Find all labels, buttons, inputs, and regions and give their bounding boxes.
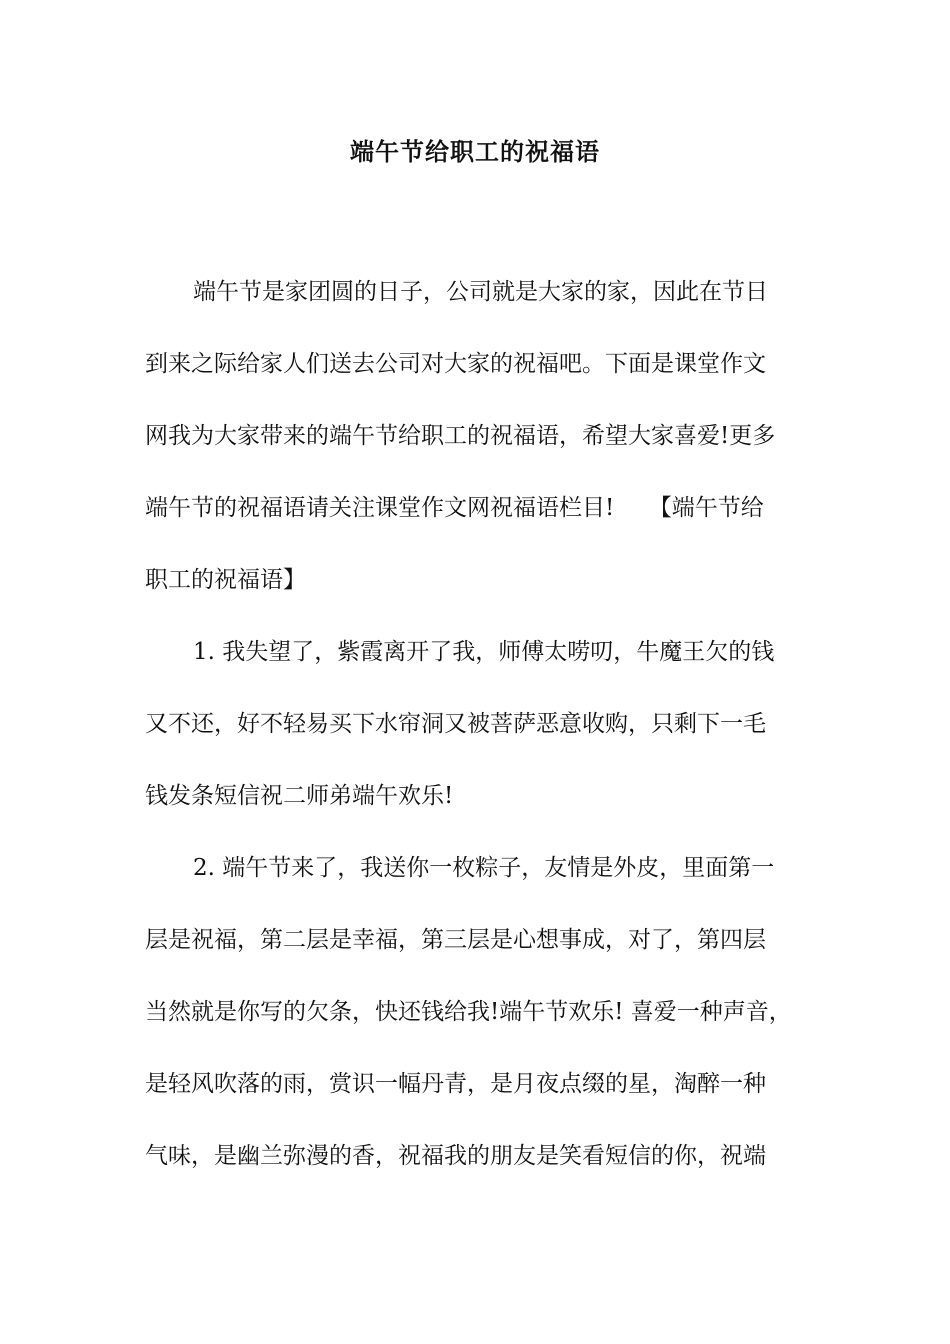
paragraph-line: 端午节的祝福语请关注课堂作文网祝福语栏目! 【端午节给 <box>145 495 764 521</box>
paragraph-line: 是轻风吹落的雨，赏识一幅丹青，是月夜点缀的星，淘醉一种 <box>145 1071 766 1097</box>
paragraph-line: 又不还，好不轻易买下水帘洞又被菩萨恶意收购，只剩下一毛 <box>145 711 766 737</box>
page-title: 端午节给职工的祝福语 <box>350 137 600 166</box>
paragraph-line: 网我为大家带来的端午节给职工的祝福语，希望大家喜爱!更多 <box>145 423 776 449</box>
paragraph-line: 钱发条短信祝二师弟端午欢乐! <box>145 783 454 809</box>
paragraph-line: 1. 我失望了，紫霞离开了我，师傅太唠叨，牛魔王欠的钱 <box>193 639 775 665</box>
paragraph-line: 层是祝福，第二层是幸福，第三层是心想事成，对了，第四层 <box>145 927 766 953</box>
document-body <box>145 256 835 1192</box>
paragraph-line: 到来之际给家人们送去公司对大家的祝福吧。下面是课堂作文 <box>145 351 766 377</box>
paragraph-line: 气味，是幽兰弥漫的香，祝福我的朋友是笑看短信的你，祝端 <box>145 1143 766 1169</box>
paragraph-line: 当然就是你写的欠条，快还钱给我!端午节欢乐! 喜爱一种声音， <box>145 999 792 1025</box>
paragraph-line: 职工的祝福语】 <box>145 567 306 593</box>
paragraph-line: 端午节是家团圆的日子，公司就是大家的家，因此在节日 <box>193 279 768 305</box>
paragraph-line: 2. 端午节来了，我送你一枚粽子，友情是外皮，里面第一 <box>193 855 775 881</box>
